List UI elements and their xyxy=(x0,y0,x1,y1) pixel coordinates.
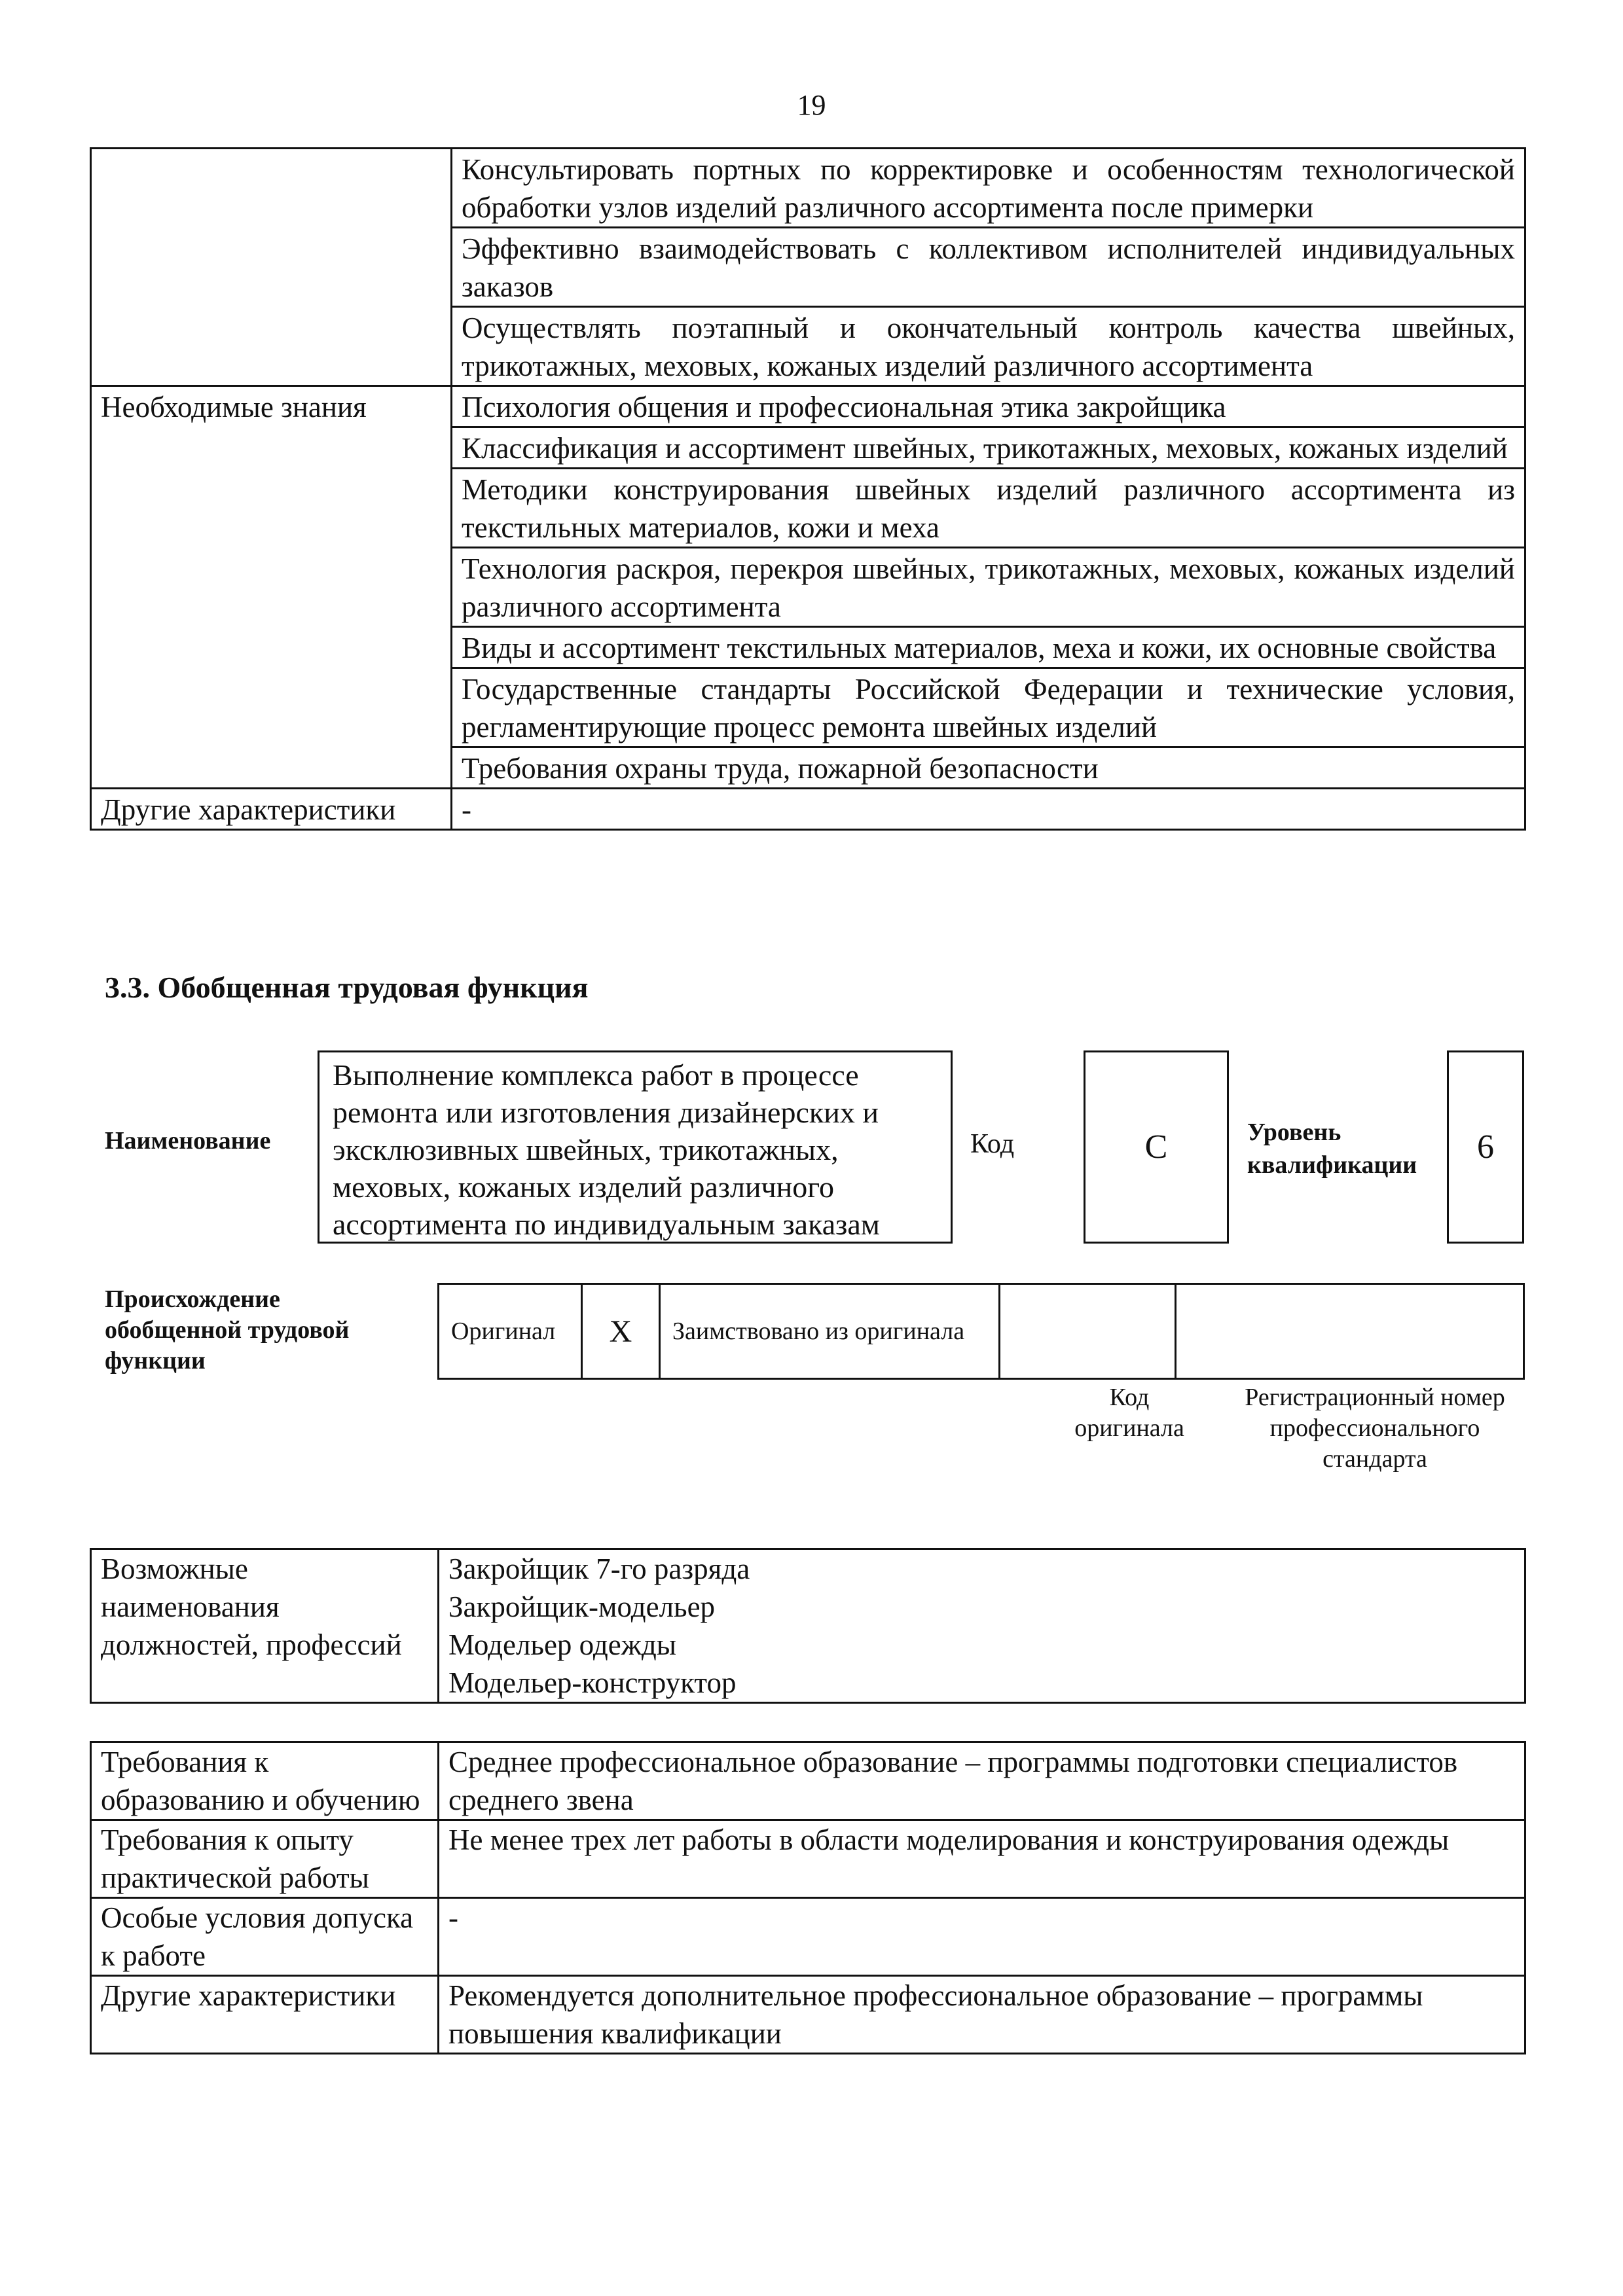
page-number: 19 xyxy=(797,89,826,121)
code-label: Код xyxy=(970,1129,1015,1159)
table-cell: Эффективно взаимодействовать с коллективом исполнителей индивидуальных заказов xyxy=(452,228,1525,307)
positions-list xyxy=(439,1549,1525,1703)
table-cell: Осуществлять поэтапный и окончательный контроль качества швейных, трикотажных, меховых, кожаных изделий различного ассортимента xyxy=(452,307,1525,386)
function-name-box: Выполнение комплекса работ в процессе ремонта или изготовления дизайнерских и эксклюзивных швейных, трикотажных, меховых, кожаных изделий различного ассортимента по индивидуальным заказам xyxy=(318,1050,953,1244)
row-label: Требования к опыту практической работы xyxy=(91,1820,439,1898)
table-row xyxy=(91,789,1525,830)
code-value: C xyxy=(1084,1050,1229,1244)
borrowed-label: Заимствовано из оригинала xyxy=(660,1284,1000,1379)
positions-label: Возможные наименования должностей, профессий xyxy=(91,1549,439,1703)
table-cell: Требования охраны труда, пожарной безопасности xyxy=(452,747,1525,789)
table-row xyxy=(91,1549,1525,1703)
list-item: Закройщик-модельер xyxy=(448,1590,716,1623)
row-label-other: Другие характеристики xyxy=(91,789,452,830)
skills-knowledge-table xyxy=(90,147,1526,831)
origin-table xyxy=(437,1283,1525,1380)
table-cell: Виды и ассортимент текстильных материалов, меха и кожи, их основные свойства xyxy=(452,627,1525,668)
table-cell: - xyxy=(439,1898,1525,1976)
level-label: Уровень квалификации xyxy=(1247,1119,1417,1179)
list-item: Модельер-конструктор xyxy=(448,1666,737,1699)
table-cell: - xyxy=(452,789,1525,830)
table-row xyxy=(91,1742,1525,1820)
original-mark: X xyxy=(582,1284,660,1379)
original-label: Оригинал xyxy=(439,1284,582,1379)
origin-label: Происхождение обобщенной трудовой функции xyxy=(105,1285,350,1374)
table-row xyxy=(91,386,1525,427)
table-cell: Государственные стандарты Российской Федерации и технические условия, регламентирующие процесс ремонта швейных изделий xyxy=(452,668,1525,747)
row-label xyxy=(91,149,452,386)
table-row xyxy=(91,1976,1525,2054)
table-cell: Психология общения и профессиональная этика закройщика xyxy=(452,386,1525,427)
table-row xyxy=(91,1820,1525,1898)
table-row xyxy=(91,149,1525,228)
row-label: Особые условия допуска к работе xyxy=(91,1898,439,1976)
original-code-cell xyxy=(1000,1284,1176,1379)
table-cell: Среднее профессиональное образование – программы подготовки специалистов среднего звена xyxy=(439,1742,1525,1820)
table-cell: Не менее трех лет работы в области моделирования и конструирования одежды xyxy=(439,1820,1525,1898)
table-row xyxy=(439,1284,1524,1379)
table-cell: Классификация и ассортимент швейных, трикотажных, меховых, кожаных изделий xyxy=(452,427,1525,469)
table-cell: Технология раскроя, перекроя швейных, трикотажных, меховых, кожаных изделий различного ассортимента xyxy=(452,548,1525,627)
row-label: Другие характеристики xyxy=(91,1976,439,2054)
requirements-table xyxy=(90,1741,1526,2054)
level-value: 6 xyxy=(1447,1050,1524,1244)
reg-number-caption: Регистрационный номер профессионального стандарта xyxy=(1245,1384,1505,1473)
section-title: 3.3. Обобщенная трудовая функция xyxy=(105,971,589,1004)
positions-table xyxy=(90,1548,1526,1704)
list-item: Модельер одежды xyxy=(448,1628,676,1661)
table-cell: Методики конструирования швейных изделий различного ассортимента из текстильных материалов, кожи и меха xyxy=(452,469,1525,548)
list-item: Закройщик 7-го разряда xyxy=(448,1552,750,1585)
row-label: Требования к образованию и обучению xyxy=(91,1742,439,1820)
function-name-label: Наименование xyxy=(105,1127,271,1155)
row-label-knowledge: Необходимые знания xyxy=(91,386,452,789)
table-cell: Консультировать портных по корректировке и особенностям технологической обработки узлов изделий различного ассортимента после примерки xyxy=(452,149,1525,228)
original-code-caption: Код оригинала xyxy=(1074,1384,1184,1442)
table-cell: Рекомендуется дополнительное профессиональное образование – программы повышения квалификации xyxy=(439,1976,1525,2054)
table-row xyxy=(91,1898,1525,1976)
reg-number-cell xyxy=(1176,1284,1524,1379)
